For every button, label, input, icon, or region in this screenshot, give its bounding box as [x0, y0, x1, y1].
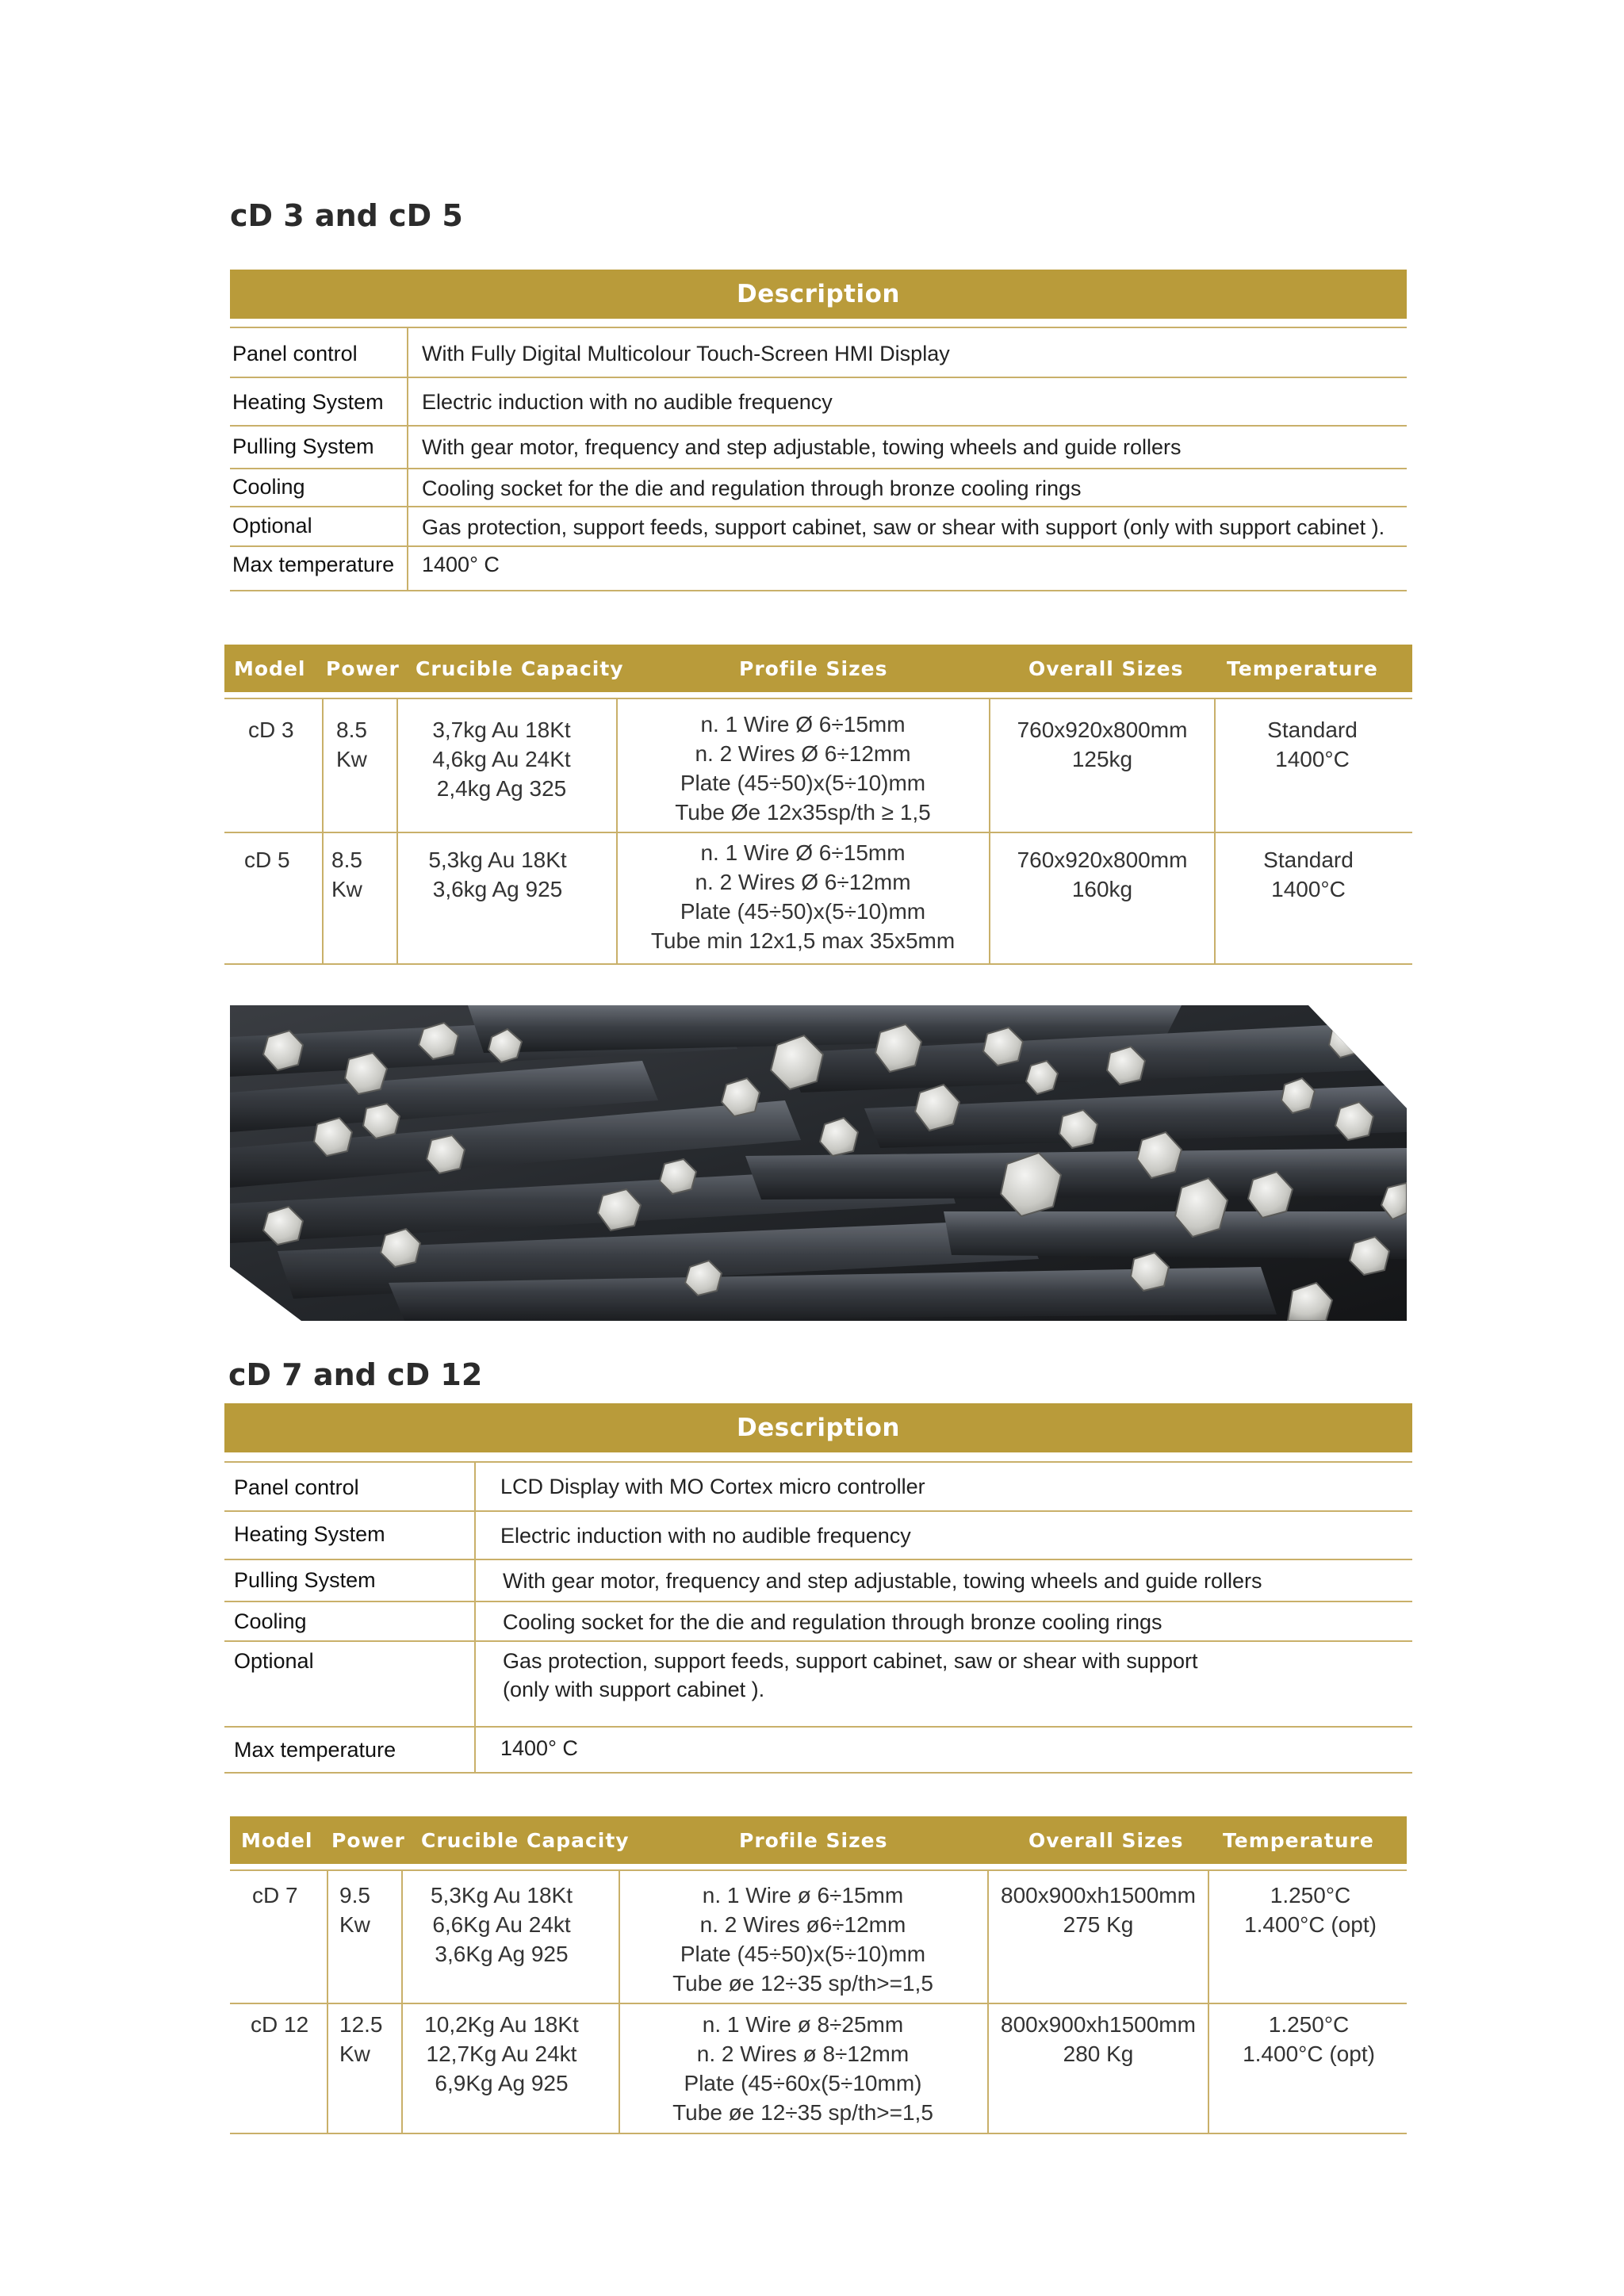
header-overall-sizes: Overall Sizes	[1028, 1828, 1184, 1852]
spec-power	[331, 845, 362, 904]
rule	[224, 1559, 1412, 1560]
header-crucible-capacity: Crucible Capacity	[416, 656, 624, 680]
header-power: Power	[326, 656, 400, 680]
spec-temperature	[1221, 715, 1404, 774]
overall-line: 125kg	[1071, 747, 1133, 771]
temperature-line: Standard	[1263, 848, 1354, 872]
row-label-cooling: Cooling	[232, 475, 305, 499]
row-label-pulling-system: Pulling System	[232, 434, 374, 458]
capacity-line: 6,6Kg Au 24kt	[432, 1912, 571, 1937]
row-value-panel-control: With Fully Digital Multicolour Touch-Screen HMI Display	[422, 342, 950, 365]
profile-line: Tube øe 12÷35 sp/th>=1,5	[672, 1971, 933, 1996]
row-label-max-temperature: Max temperature	[234, 1738, 396, 1762]
profile-line: n. 1 Wire ø 8÷25mm	[702, 2012, 904, 2037]
power-value: 8.5	[331, 848, 362, 872]
temperature-line: Standard	[1267, 718, 1358, 742]
rule	[230, 377, 1407, 378]
power-value: 12.5	[339, 2012, 383, 2037]
rule	[230, 506, 1407, 507]
section1-description-header	[230, 270, 1407, 319]
capacity-line: 3,7kg Au 18Kt	[432, 718, 571, 742]
section1-title: cD 3 and cD 5	[230, 198, 463, 233]
description-header-label: Description	[736, 280, 900, 308]
capacity-line: 3,6kg Ag 925	[432, 877, 563, 901]
rule	[224, 1772, 1412, 1774]
profile-line: n. 2 Wires ø6÷12mm	[699, 1912, 906, 1937]
section1-spec-header	[224, 645, 1412, 692]
profile-line: n. 1 Wire ø 6÷15mm	[702, 1883, 904, 1908]
spec-model: cD 12	[251, 2012, 309, 2037]
rule	[230, 425, 1407, 427]
rule	[224, 698, 1412, 699]
power-unit: Kw	[339, 2042, 370, 2066]
spec-temperature	[1212, 2010, 1406, 2068]
column-divider	[1214, 699, 1216, 963]
spec-capacity	[412, 1881, 591, 1969]
spec-power	[339, 2010, 383, 2068]
profile-line: Tube øe 12÷35 sp/th>=1,5	[672, 2100, 933, 2125]
profile-line: n. 2 Wires Ø 6÷12mm	[695, 870, 911, 894]
spec-profile	[626, 838, 979, 955]
row-value-heating-system: Electric induction with no audible frequency	[500, 1524, 911, 1548]
header-model: Model	[241, 1828, 313, 1852]
overall-line: 760x920x800mm	[1017, 718, 1188, 742]
spec-power	[339, 1881, 370, 1939]
temperature-line: 1400°C	[1275, 747, 1350, 771]
row-label-heating-system: Heating System	[232, 390, 384, 414]
temperature-line: 1.250°C	[1270, 1883, 1351, 1908]
row-label-cooling: Cooling	[234, 1609, 307, 1633]
section2-spec-header	[230, 1816, 1407, 1864]
capacity-line: 5,3Kg Au 18Kt	[430, 1883, 573, 1908]
rule	[230, 2133, 1407, 2134]
temperature-line: 1.400°C (opt)	[1243, 2042, 1375, 2066]
spec-temperature	[1217, 845, 1400, 904]
column-divider	[396, 699, 398, 963]
header-profile-sizes: Profile Sizes	[739, 656, 888, 680]
row-label-panel-control: Panel control	[232, 342, 358, 365]
row-value-panel-control: LCD Display with MO Cortex micro controller	[500, 1475, 925, 1498]
rule	[224, 963, 1412, 965]
spec-capacity	[408, 845, 587, 904]
profile-line: n. 2 Wires ø 8÷12mm	[696, 2042, 910, 2066]
profile-line: Plate (45÷50)x(5÷10)mm	[680, 899, 926, 924]
row-value-optional-line2: (only with support cabinet ).	[503, 1678, 765, 1701]
section2-title: cD 7 and cD 12	[228, 1357, 483, 1392]
row-value-optional: Gas protection, support feeds, support cabinet, saw or shear with support (only with support cabinet ).	[422, 515, 1385, 539]
row-value-heating-system: Electric induction with no audible frequency	[422, 390, 833, 414]
spec-overall	[991, 2010, 1205, 2068]
column-divider	[407, 328, 408, 590]
profile-line: n. 2 Wires Ø 6÷12mm	[695, 741, 911, 766]
rule	[230, 468, 1407, 469]
rule	[224, 832, 1412, 833]
spec-profile	[626, 710, 979, 827]
profile-line: n. 1 Wire Ø 6÷15mm	[700, 712, 906, 737]
rule	[224, 1461, 1412, 1463]
row-label-panel-control: Panel control	[234, 1475, 359, 1499]
column-divider	[989, 699, 990, 963]
header-crucible-capacity: Crucible Capacity	[421, 1828, 630, 1852]
temperature-line: 1400°C	[1271, 877, 1346, 901]
row-value-cooling: Cooling socket for the die and regulation through bronze cooling rings	[422, 476, 1082, 500]
overall-line: 800x900xh1500mm	[1001, 1883, 1196, 1908]
spec-overall	[991, 1881, 1205, 1939]
rule	[230, 545, 1407, 547]
header-temperature: Temperature	[1227, 656, 1378, 680]
rule	[224, 1726, 1412, 1728]
header-model: Model	[234, 656, 306, 680]
row-label-heating-system: Heating System	[234, 1522, 385, 1546]
overall-line: 280 Kg	[1063, 2042, 1134, 2066]
rule	[230, 2003, 1407, 2004]
profile-line: n. 1 Wire Ø 6÷15mm	[700, 840, 906, 865]
power-unit: Kw	[339, 1912, 370, 1937]
spec-model: cD 5	[244, 848, 290, 872]
row-value-pulling-system: With gear motor, frequency and step adjustable, towing wheels and guide rollers	[503, 1569, 1262, 1593]
capacity-line: 4,6kg Au 24Kt	[432, 747, 571, 771]
overall-line: 800x900xh1500mm	[1001, 2012, 1196, 2037]
spec-temperature	[1213, 1881, 1408, 1939]
power-value: 8.5	[336, 718, 367, 742]
header-temperature: Temperature	[1223, 1828, 1374, 1852]
metal-bars-photo	[230, 1005, 1407, 1321]
capacity-line: 10,2Kg Au 18Kt	[424, 2012, 579, 2037]
capacity-line: 3,6Kg Ag 925	[435, 1942, 569, 1966]
temperature-line: 1.400°C (opt)	[1244, 1912, 1377, 1937]
overall-line: 275 Kg	[1063, 1912, 1134, 1937]
spec-power	[336, 715, 367, 774]
spec-capacity	[412, 715, 591, 803]
profile-line: Plate (45÷50)x(5÷10)mm	[680, 771, 926, 795]
row-label-max-temperature: Max temperature	[232, 553, 395, 576]
rule	[230, 1869, 1407, 1871]
overall-line: 760x920x800mm	[1017, 848, 1188, 872]
rule	[224, 1640, 1412, 1642]
capacity-line: 12,7Kg Au 24kt	[426, 2042, 577, 2066]
row-value-optional: Gas protection, support feeds, support cabinet, saw or shear with support	[503, 1649, 1198, 1673]
column-divider	[401, 1871, 403, 2133]
profile-line: Plate (45÷60x(5÷10mm)	[684, 2071, 922, 2095]
spec-profile	[626, 1881, 979, 1998]
column-divider	[619, 1871, 620, 2133]
header-power: Power	[331, 1828, 405, 1852]
spec-model: cD 3	[248, 718, 294, 742]
header-profile-sizes: Profile Sizes	[739, 1828, 888, 1852]
spec-model: cD 7	[252, 1883, 298, 1908]
row-value-max-temperature: 1400° C	[422, 553, 500, 576]
overall-line: 160kg	[1071, 877, 1133, 901]
column-divider	[322, 699, 324, 963]
row-label-pulling-system: Pulling System	[234, 1568, 376, 1592]
column-divider	[616, 699, 618, 963]
profile-line: Tube Øe 12x35sp/th ≥ 1,5	[675, 800, 931, 825]
rule	[230, 590, 1407, 591]
header-overall-sizes: Overall Sizes	[1028, 656, 1184, 680]
rule	[224, 1510, 1412, 1512]
profile-line: Plate (45÷50)x(5÷10)mm	[680, 1942, 926, 1966]
rule	[224, 1601, 1412, 1602]
capacity-line: 6,9Kg Ag 925	[435, 2071, 569, 2095]
row-value-pulling-system: With gear motor, frequency and step adjustable, towing wheels and guide rollers	[422, 435, 1182, 459]
row-value-max-temperature: 1400° C	[500, 1736, 578, 1760]
spec-overall	[995, 845, 1209, 904]
column-divider	[1208, 1871, 1209, 2133]
column-divider	[327, 1871, 328, 2133]
spec-capacity	[412, 2010, 591, 2098]
capacity-line: 5,3kg Au 18Kt	[428, 848, 567, 872]
temperature-line: 1.250°C	[1268, 2012, 1350, 2037]
power-unit: Kw	[336, 747, 367, 771]
description-header-label: Description	[736, 1414, 900, 1442]
row-label-optional: Optional	[234, 1649, 314, 1673]
section2-description-header	[224, 1403, 1412, 1452]
row-label-optional: Optional	[232, 514, 312, 538]
row-value-cooling: Cooling socket for the die and regulation through bronze cooling rings	[503, 1610, 1162, 1634]
capacity-line: 2,4kg Ag 325	[436, 776, 567, 801]
power-value: 9.5	[339, 1883, 370, 1908]
column-divider	[987, 1871, 989, 2133]
power-unit: Kw	[331, 877, 362, 901]
spec-profile	[626, 2010, 979, 2127]
spec-overall	[995, 715, 1209, 774]
profile-line: Tube min 12x1,5 max 35x5mm	[650, 928, 956, 953]
